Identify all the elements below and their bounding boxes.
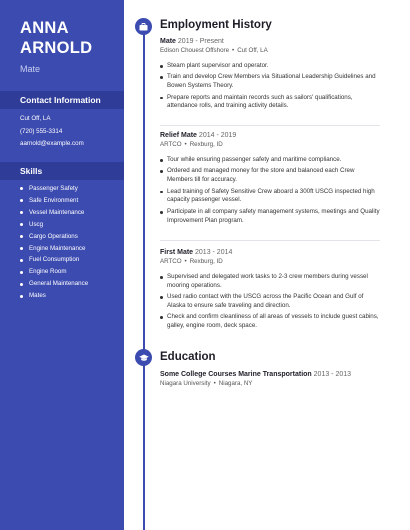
job-title: First Mate <box>160 249 194 256</box>
job-title: Relief Mate <box>160 132 197 139</box>
skill-item: General Maintenance <box>20 278 88 290</box>
job-title: Mate <box>20 64 41 74</box>
skill-item: Fuel Consumption <box>20 254 88 266</box>
employment-heading: Employment History <box>160 19 272 31</box>
contact-email[interactable]: aarnold@example.com <box>20 140 84 147</box>
briefcase-icon <box>135 18 152 35</box>
job-dates: 2014 - 2019 <box>198 132 237 139</box>
graduation-cap-icon <box>135 349 152 366</box>
job-bullet: Lead training of Safety Sensitive Crew aboard a 300ft USCG inspected high capacity passenger vessel. <box>160 188 380 206</box>
education-dates: 2013 - 2013 <box>313 371 352 378</box>
job-bullet: Participate in all company safety management systems, meetings and Quality Improvement Plan program. <box>160 208 380 226</box>
job-location: Rexburg, ID <box>189 258 223 265</box>
skills-list <box>20 183 88 302</box>
job-bullet: Steam plant supervisor and operator. <box>160 62 380 71</box>
job-company: ARTCO <box>160 141 182 148</box>
education-school-line: Niagara University • Niagara, NY <box>160 380 253 387</box>
job-bullet: Supervised and delegated work tasks to 2-3 crew members during vessel mooring operations. <box>160 273 380 291</box>
skill-item: Uscg <box>20 219 88 231</box>
education-location: Niagara, NY <box>218 380 253 387</box>
entry-divider <box>160 125 380 126</box>
job-bullet: Used radio contact with the USCG across the Pacific Ocean and Gulf of Alaska to ensure safe traveling and direction. <box>160 293 380 311</box>
job-bullets <box>160 273 380 331</box>
sidebar <box>0 0 124 530</box>
job-location: Cut Off, LA <box>237 47 268 54</box>
education-header <box>160 371 351 378</box>
skill-item: Cargo Operations <box>20 231 88 243</box>
candidate-name <box>20 18 92 58</box>
job-header <box>160 38 224 45</box>
contact-heading: Contact Information <box>0 91 124 109</box>
skill-item: Engine Room <box>20 266 88 278</box>
skill-item: Engine Maintenance <box>20 243 88 255</box>
contact-phone[interactable]: (720) 555-3314 <box>20 127 63 135</box>
education-degree: Some College Courses Marine Transportation <box>160 371 312 378</box>
skill-item: Mates <box>20 290 88 302</box>
skill-item: Passenger Safety <box>20 183 88 195</box>
last-name: ARNOLD <box>20 39 93 57</box>
contact-location: Cut Off, LA <box>20 115 51 122</box>
job-company-line: ARTCO • Rexburg, ID <box>160 258 223 265</box>
entry-divider <box>160 240 380 241</box>
skill-item: Safe Environment <box>20 195 88 207</box>
skill-item: Vessel Maintenance <box>20 207 88 219</box>
job-bullet: Train and develop Crew Members via Situational Leadership Guidelines and Bowen Systems Theory. <box>160 73 380 91</box>
job-bullet: Tour while ensuring passenger safety and maritime compliance. <box>160 156 380 165</box>
job-title: Mate <box>160 38 176 45</box>
skills-heading: Skills <box>0 162 124 180</box>
education-school: Niagara University <box>160 380 211 387</box>
job-company-line: Edison Chouest Offshore • Cut Off, LA <box>160 47 268 54</box>
job-dates: 2013 - 2014 <box>195 249 233 256</box>
job-bullets <box>160 62 380 111</box>
first-name: ANNA <box>20 19 69 37</box>
job-location: Rexburg, ID <box>189 141 223 148</box>
education-heading: Education <box>160 351 216 363</box>
job-company: Edison Chouest Offshore <box>160 47 230 54</box>
job-company: ARTCO <box>160 258 182 265</box>
contact-info <box>20 113 84 151</box>
job-header <box>160 132 236 139</box>
job-bullet: Check and confirm cleanliness of all areas of vessels to include guest cabins, galley, engine room, deck space. <box>160 313 380 331</box>
job-dates: 2019 - Present <box>177 38 224 45</box>
timeline-line <box>143 26 145 530</box>
job-header <box>160 249 232 256</box>
job-bullets <box>160 156 380 225</box>
job-company-line: ARTCO • Rexburg, ID <box>160 141 223 148</box>
job-bullet: Ordered and managed money for the store and balanced each Crew Members till for accuracy. <box>160 167 380 185</box>
job-bullet: Prepare reports and maintain records such as sailors' qualifications, attendance rolls, and training activity details. <box>160 94 380 112</box>
